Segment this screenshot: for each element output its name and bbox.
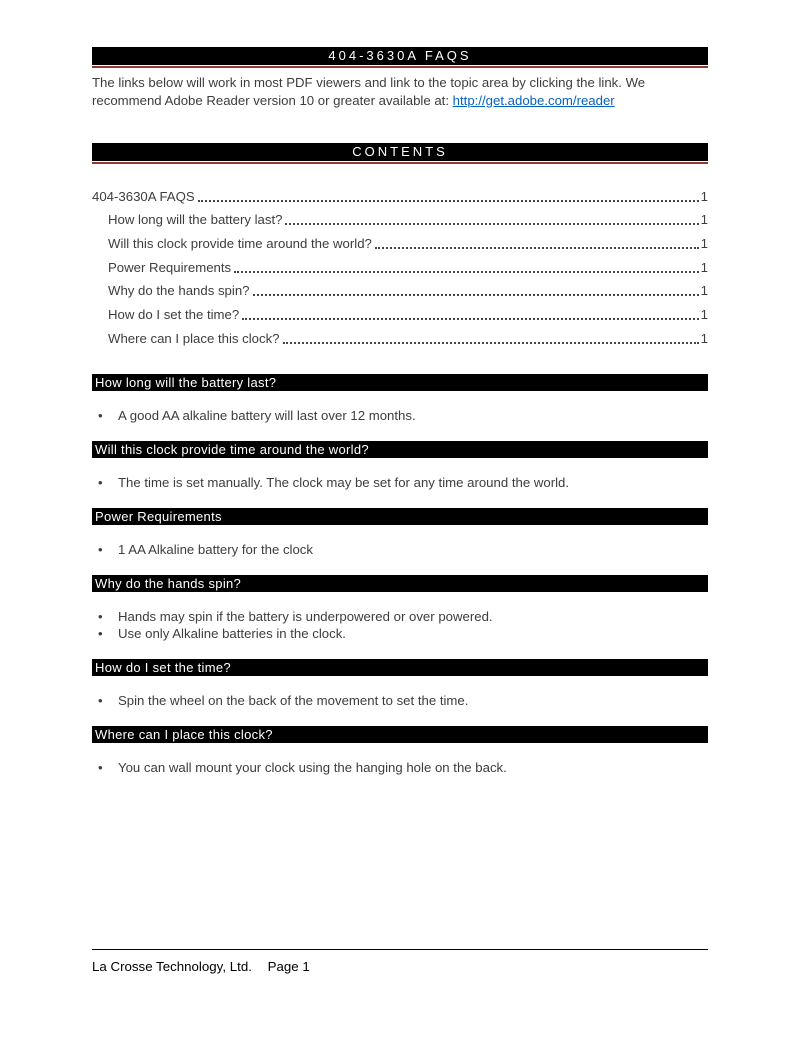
section-heading: Why do the hands spin?: [92, 575, 708, 592]
faq-sections: [92, 374, 708, 776]
title-banner-wrap: [92, 47, 708, 68]
bullet-item: • Hands may spin if the battery is underpowered or over powered.: [92, 608, 708, 625]
bullet-list: [92, 474, 708, 491]
toc-leader-dots: [285, 223, 698, 225]
section-heading: How long will the battery last?: [92, 374, 708, 391]
toc-leader-dots: [234, 271, 699, 273]
toc-entry[interactable]: [92, 276, 708, 300]
toc-leader-dots: [198, 200, 699, 202]
toc-entry-label[interactable]: Power Requirements: [108, 259, 232, 275]
toc-leader-dots: [375, 247, 699, 249]
toc-entry[interactable]: [92, 228, 708, 252]
toc-entry-label[interactable]: Will this clock provide time around the world?: [108, 236, 372, 252]
toc-entry-page: 1: [700, 283, 708, 299]
faq-section: [92, 508, 708, 558]
bullet-list: [92, 759, 708, 776]
table-of-contents: [92, 181, 708, 347]
faq-section: [92, 726, 708, 776]
faq-section: [92, 575, 708, 642]
bullet-item: • A good AA alkaline battery will last over 12 months.: [92, 407, 708, 424]
toc-leader-dots: [242, 318, 698, 320]
section-heading: Where can I place this clock?: [92, 726, 708, 743]
toc-entry[interactable]: [92, 323, 708, 347]
toc-entry-label[interactable]: 404-3630A FAQS: [92, 188, 195, 204]
footer-page-number: Page 1: [267, 959, 310, 974]
section-heading: Will this clock provide time around the world?: [92, 441, 708, 458]
bullet-list: [92, 692, 708, 709]
toc-entry-page: 1: [700, 330, 708, 346]
intro-paragraph: [92, 74, 708, 109]
section-heading: How do I set the time?: [92, 659, 708, 676]
faq-section: [92, 441, 708, 491]
faq-section: [92, 659, 708, 709]
toc-entry[interactable]: [92, 205, 708, 229]
toc-entry-page: 1: [700, 259, 708, 275]
toc-leader-dots: [253, 294, 699, 296]
intro-text-line2: recommend Adobe Reader version 10 or greater available at:: [92, 92, 453, 108]
document-title-banner: 404-3630A FAQS: [92, 47, 708, 65]
toc-entry-page: 1: [700, 188, 708, 204]
bullet-item: • 1 AA Alkaline battery for the clock: [92, 541, 708, 558]
document-content: [92, 47, 708, 793]
toc-entry-label[interactable]: Where can I place this clock?: [108, 330, 280, 346]
toc-entry-page: 1: [700, 236, 708, 252]
toc-entry[interactable]: [92, 252, 708, 276]
toc-entry-label[interactable]: Why do the hands spin?: [108, 283, 250, 299]
section-heading: Power Requirements: [92, 508, 708, 525]
contents-banner-wrap: [92, 143, 708, 164]
toc-entry-label[interactable]: How long will the battery last?: [108, 212, 283, 228]
bullet-list: [92, 608, 708, 642]
bullet-item: • Spin the wheel on the back of the movement to set the time.: [92, 692, 708, 709]
footer-company: La Crosse Technology, Ltd.: [92, 959, 252, 974]
bullet-list: [92, 407, 708, 424]
bullet-list: [92, 541, 708, 558]
toc-leader-dots: [283, 342, 699, 344]
adobe-reader-link[interactable]: http://get.adobe.com/reader: [452, 92, 615, 108]
faq-section: [92, 374, 708, 424]
toc-entry[interactable]: [92, 181, 708, 205]
bullet-item: • Use only Alkaline batteries in the clock.: [92, 625, 708, 642]
toc-entry-page: 1: [700, 212, 708, 228]
page-footer: [92, 949, 708, 974]
toc-entry-label[interactable]: How do I set the time?: [108, 307, 240, 323]
bullet-item: • The time is set manually. The clock may be set for any time around the world.: [92, 474, 708, 491]
intro-text-line1: The links below will work in most PDF viewers and link to the topic area by clicking the link. We: [92, 75, 646, 90]
bullet-item: • You can wall mount your clock using the hanging hole on the back.: [92, 759, 708, 776]
toc-entry-page: 1: [700, 307, 708, 323]
toc-entry[interactable]: [92, 299, 708, 323]
contents-banner: CONTENTS: [92, 143, 708, 161]
